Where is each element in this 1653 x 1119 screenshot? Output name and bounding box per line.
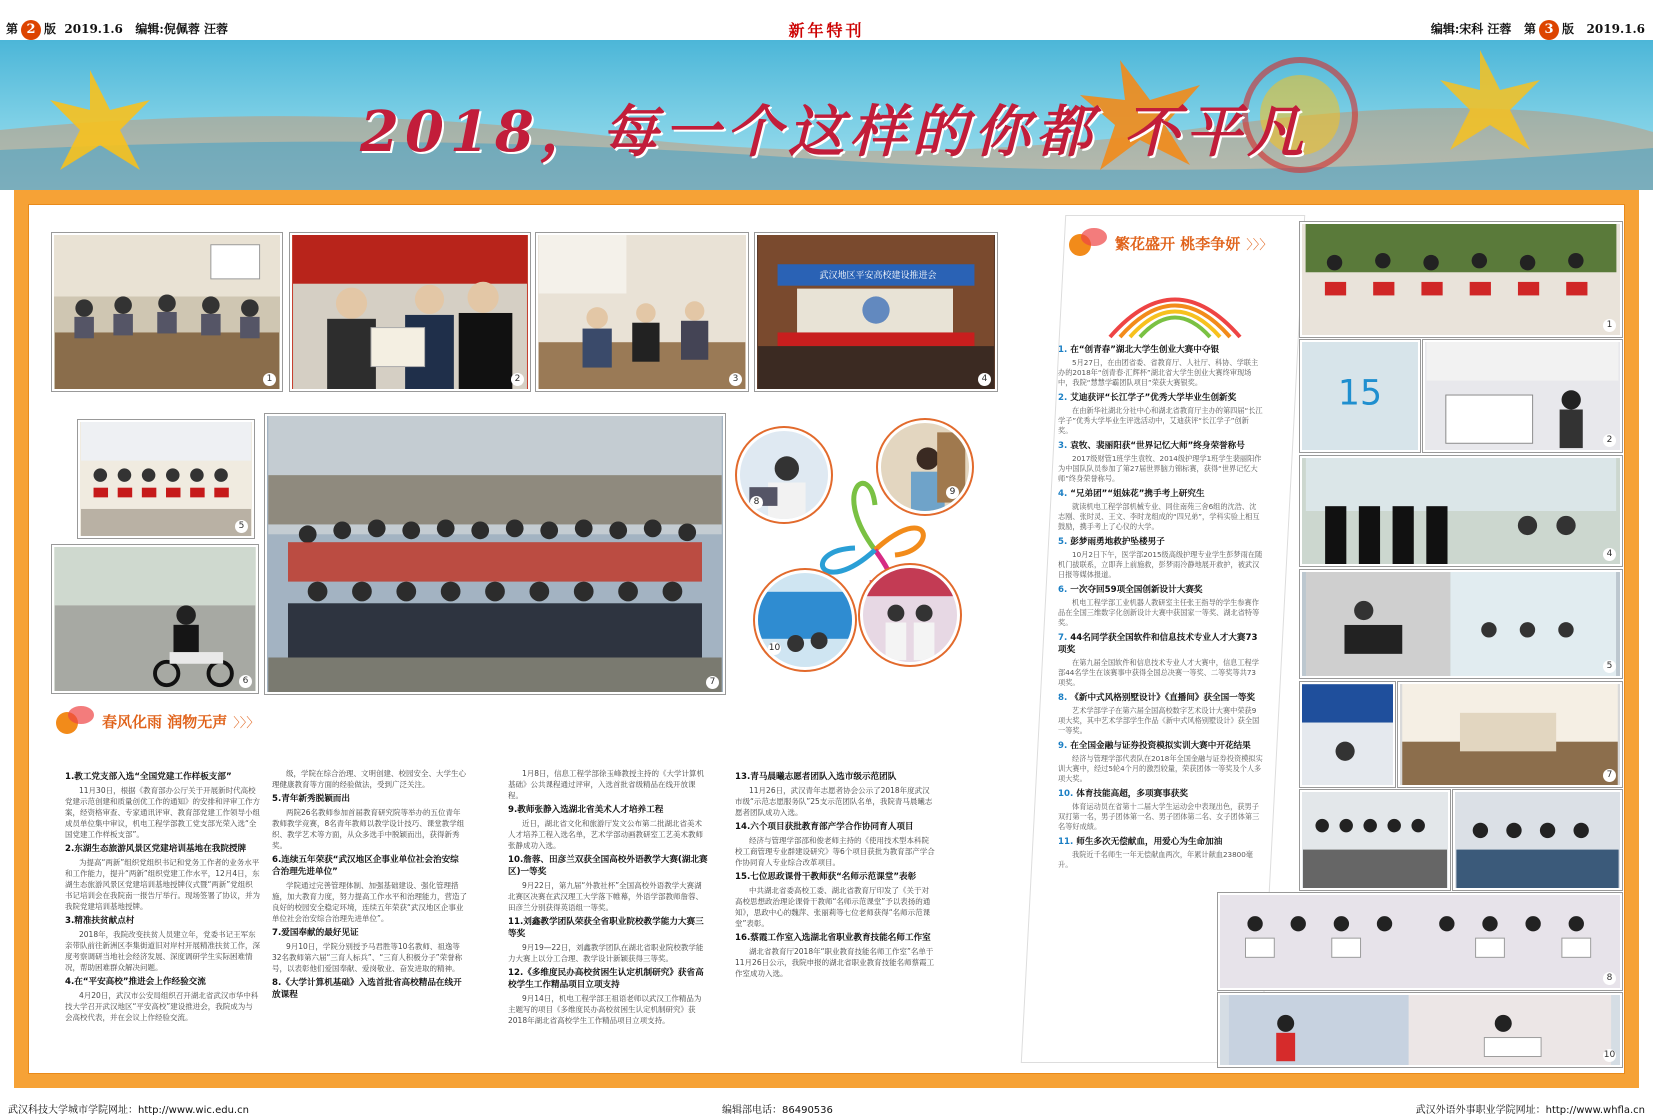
left-editor: 编辑:倪佩蓉 汪蓉 — [135, 22, 228, 36]
right-date: 2019.1.6 — [1586, 22, 1645, 36]
right-page-number: 3 — [1539, 20, 1559, 40]
photo-security-patrol: 6 — [52, 545, 258, 693]
world-memory-illustration — [1425, 342, 1620, 450]
photo-patrol-illustration — [54, 547, 256, 691]
expo-illustration — [1302, 342, 1418, 450]
photo-world-memory: 2 — [1423, 340, 1622, 452]
left-date: 2019.1.6 — [64, 22, 123, 36]
photo-circle-reading: 9 — [878, 420, 972, 514]
chevron-right-icon: 〉〉〉 — [1246, 237, 1273, 253]
right-section-heading — [1065, 228, 1272, 258]
photo-competition-banner — [1300, 682, 1395, 787]
footer-bar — [0, 1092, 1653, 1119]
team-illustration — [1302, 792, 1448, 888]
photo-award-winners: 1 — [1300, 222, 1622, 337]
photo-team-finance — [1300, 790, 1450, 890]
competition-illustration — [1302, 684, 1393, 785]
photo-discussion: 3 — [536, 233, 748, 391]
rescue-illustration — [1302, 572, 1620, 676]
photo-group-certificates: 5 — [78, 420, 254, 538]
right-article-column: 1. 在“创青春”湖北大学生创业大赛中夺银 5月27日，在由团省委、省教育厅、人社厅、科协、学联主办的2018年“创青春·汇辉杯”湖北省大学生创业大赛终审现场中，我院“慧慧学霸团队项目”荣获大赛银奖。 2. 艾迪获评“长江学子”优秀大学毕业生创新奖 在由新华社湖北分社中心和湖北省教育厅主办的第四届“长江学子”优秀大学毕业生评选活动中，艾迪获评“长江学子”创新奖。 3. 袁牧、裴丽阳获“世界记忆大师”终身荣誉称号 2017级财管1班学生袁牧、2014级护理学1班学生裴丽阳作为中国队队员参加了第27届世界脑力锦标赛，获得“世界记忆大师”终身荣誉称号。 4. “兄弟团”“姐妹花”携手考上研究生 就读机电工程学部机械专业、同住南苑三舍6组的沈浩、沈志刚、张时灵、王文、李时龙组成的“四兄弟”，学科实验上相互鼓励，携手考上了心仪的大学。 5. 彭梦雨勇地救护坠楼男子 10月2日下午，医学部2015级高级护理专业学生彭梦雨在随机门拔联系，立即奔上前施救，彭梦雨冷静地展开救护，被武汉日报等媒体报道。 6. 一次夺回59项全国创新设计大赛奖 机电工程学部工业机器人教研室主任张王指导的学生参赛作品在全国三维数字化创新设计大赛中获国家一等奖、湖北省特等奖。 7. 44名同学获全国软件和信息技术专业人才大赛73项奖 在第九届全国软件和信息技术专业人才大赛中，信息工程学部44名学生在该赛事中获得全国总决赛一等奖、二等奖等共73项奖。 8. 《新中式风格别墅设计》《直播间》获全国一等奖 艺术学部学子在第六届全国高校数字艺术设计大赛中荣获9项大奖，其中艺术学部学生作品《新中式风格别墅设计》获全国一等奖。 9. 在全国金融与证券投资模拟实训大赛中开花结果 经济与管理学部代表队在2018年全国金融与证券投资模拟实训大赛中，经过5轮4个月的激烈较量，荣获团体一等奖及个人多项大奖。 10. 体育技能高超，多项赛事获奖 体育运动员在省第十二届大学生运动会中表现出色，获男子双打第一名，男子团体第一名、男子团体第二名、女子团体第三名等好成绩。 11. 师生多次无偿献血，用爱心为生命加油 我院近千名师生一年无偿献血两次，年累计献血23800毫升。 — [1058, 345, 1263, 869]
left-page-number: 2 — [21, 20, 41, 40]
photo-expo-15 — [1300, 340, 1420, 452]
footer-right-url: 武汉外语外事职业学院网址：http://www.whfla.cn — [1415, 1105, 1645, 1116]
rainbow-decoration — [1100, 262, 1250, 342]
chevron-right-icon: 〉〉〉 — [233, 715, 260, 731]
team-graduation-illustration — [1455, 792, 1620, 888]
photo-rescue-and-lab: 5 — [1300, 570, 1622, 678]
photo-group-illustration — [80, 422, 252, 536]
graduates-illustration — [1302, 458, 1620, 564]
photo-safe-campus-meeting: 武汉地区平安高校建设推进会 4 — [755, 233, 997, 391]
photo-circle-contest-banner: 10 — [755, 570, 855, 670]
sports-illustration — [1220, 995, 1620, 1065]
footer-phone: 编辑部电话：86490536 — [722, 1105, 833, 1116]
left-section-heading — [52, 706, 259, 736]
photo-meeting-hall-illustration — [757, 235, 995, 389]
photo-meeting-1: 1 — [52, 233, 282, 391]
right-editor: 编辑:宋科 汪蓉 — [1430, 22, 1512, 36]
photo-award-ceremony: 2 — [290, 233, 530, 391]
photo-award-illustration — [292, 235, 528, 389]
special-issue-title: 新年特刊 — [788, 21, 865, 40]
meeting-banner-text: 武汉地区平安高校建设推进会 — [819, 271, 937, 281]
left-page-info: 第 2 版 2019.1.6 编辑:倪佩蓉 汪蓉 — [6, 20, 228, 40]
photo-large-group: 7 — [265, 414, 725, 694]
flower-logo-icon — [1065, 228, 1109, 258]
right-section-title: 繁花盛开 桃李争妍 — [1115, 234, 1241, 253]
banner-title: 2018，每一个这样的你都 不平凡 — [360, 99, 1310, 165]
photo-graduates: 4 — [1300, 456, 1622, 566]
photo-interior-design: 7 — [1398, 682, 1622, 787]
articles-column-2: 级，学院在综合治理、文明创建、校园安全、大学生心理健康教育等方面的经验做法，受到广泛关注。 5.青年新秀脱颖而出 两院26名教师参加首届教育研究院等举办的五位青年教师教学竞赛，8名青年教师以教学设计技巧、课堂教学组织、教学艺术等方面，从众多选手中脱颖而出，获得新秀奖。 6.连续五年荣获“武汉地区企事业单位社会治安综合治理先进单位” 学院通过完善管理体制、加强基础建设、强化管理措施，加大教育力度，努力提高工作水平和治理能力，营造了良好的校园安全稳定环境，连续五年荣获“武汉地区企事业单位社会治安综合治理先进单位”。 7.爱国奉献的最好见证 9月10日，学院分别授予马君胜等10名教师、祖逸等32名教师第六届“三育人标兵”、“三育人积极分子”荣誉称号，以表彰他们爱国奉献、爱岗敬业、奋发进取的精神。 8.《大学计算机基础》入选首批省高校精品在线开放课程 — [272, 769, 467, 1000]
masthead-line — [0, 0, 1653, 40]
photo-sports-and-blood-donation: 10 — [1218, 993, 1622, 1067]
footer-left-url: 武汉科技大学城市学院网址：http://www.wic.edu.cn — [8, 1105, 249, 1116]
left-section-title: 春风化雨 润物无声 — [102, 712, 228, 731]
photo-certificate-group: 8 — [1218, 893, 1622, 990]
articles-column-4: 13.青马晨曦志愿者团队入选市级示范团队 11月26日，武汉青年志愿者协会公示了2018年度武汉市级“示范志愿服务队”25支示范团队名单，我院青马晨曦志愿者团队成功入选。 14.六个项目获批教育部产学合作协同育人项目 经济与管理学部邵和俊老师主持的《使用技术型本科院校工商管理专业群建设研究》等6个项目获批为教育部产学合作协同育人专业综合改革项目。 15.七位思政课骨干教师获“名师示范课堂”表彰 中共湖北省委高校工委、湖北省教育厅印发了《关于对高校思想政治理论课骨干教师“名师示范课堂”予以表扬的通知》，思政中心的魏萍、张丽莉等七位老师获得“名师示范课堂”表彰。 16.蔡霞工作室入选湖北省职业教育技能名师工作室 湖北省教育厅2018年“职业教育技能名师工作室”名单于11月26日公示，我院申报的湖北省职业教育技能名师蔡霞工作室成功入选。 — [735, 772, 935, 978]
photo-meeting-illustration — [54, 235, 280, 389]
articles-column-3: 1月8日，信息工程学部徐玉峰教授主持的《大学计算机基础》公共课程通过评审，入选首批省级精品在线开放课程。 9.教师张静入选湖北省美术人才培养工程 近日，湖北省文化和旅游厅发文公布第二批湖北省美术人才培养工程入选名单，艺术学部动画教研室工艺美术教师张静成功入选。 10.詹蓉、田彦兰双获全国高校外语教学大赛(湖北赛区)一等奖 9月22日，第九届“外教社杯”全国高校外语教学大赛湖北赛区决赛在武汉理工大学落下帷幕，外语学部教师詹蓉、田彦兰分别获得英语组一等奖。 11.刘鑫教学团队荣获全省职业院校教学能力大赛三等奖 9月19—22日，刘鑫教学团队在湖北省职业院校教学能力大赛上以分工合理、教学设计新颖获得三等奖。 12.《多维度民办高校贫困生认定机制研究》获省高校学生工作精品项目立项支持 9月14日，机电工程学部王祖语老师以武汉工作精品为主题写的项目《多维度民办高校贫困生认定机制研究》获2018年湖北省高校学生工作精品项目立项支持。 — [508, 769, 708, 1025]
photo-circle-students — [860, 565, 960, 665]
photo-circle-teacher: 8 — [737, 428, 831, 522]
award-winners-illustration — [1302, 224, 1620, 335]
svg-text:15: 15 — [1337, 373, 1383, 414]
hero-banner — [0, 40, 1653, 190]
certificate-group-illustration — [1220, 895, 1620, 988]
interior-illustration — [1400, 684, 1620, 785]
photo-discussion-illustration — [538, 235, 746, 389]
photo-large-group-illustration — [267, 416, 723, 692]
right-page-info: 编辑:宋科 汪蓉 第 3 版 2019.1.6 — [1431, 20, 1645, 40]
articles-column-1: 1.教工党支部入选“全国党建工作样板支部” 11月30日，根据《教育部办公厅关于开展新时代高校党建示范创建和质量创优工作的通知》的安排和评审工作方案，经资格审查、专家通讯评审、教育部党建工作领导小组成员单位集中审议，机电工程学部教工党支部光荣入选“全国党建工作样板支部”。 2.东湖生态旅游风景区党建培训基地在我院授牌 为提高“两新”组织党组织书记和党务工作者的业务水平和工作能力，提升“两新”组织党建工作水平，12月4日，东湖生态旅游风景区党建培训基地授牌仪式暨“两新”党组织书记培训会在我院南一报告厅举行。现场签署了协议，并为我院党建培训基地授牌。 3.精准扶贫献点村 2018年，我院改变扶贫人员建立年，党委书记王军东亲带队前往新洲区李集街道旧对岸村开展精准扶贫工作，深度考察调研当地社会经济发展、深度调研学生实际困难情况，帮助困难群众解决问题。 4.在“平安高校”推进会上作经验交流 4月20日，武汉市公安局组织召开湖北省武汉市华中科技大学召开武汉地区“平安高校”建设推进会，我院成为与会高校代表，并在会议上作经验交流。 — [65, 772, 260, 1022]
photo-team-graduation — [1453, 790, 1622, 890]
flower-logo-icon — [52, 706, 96, 736]
students-illustration — [863, 568, 957, 662]
